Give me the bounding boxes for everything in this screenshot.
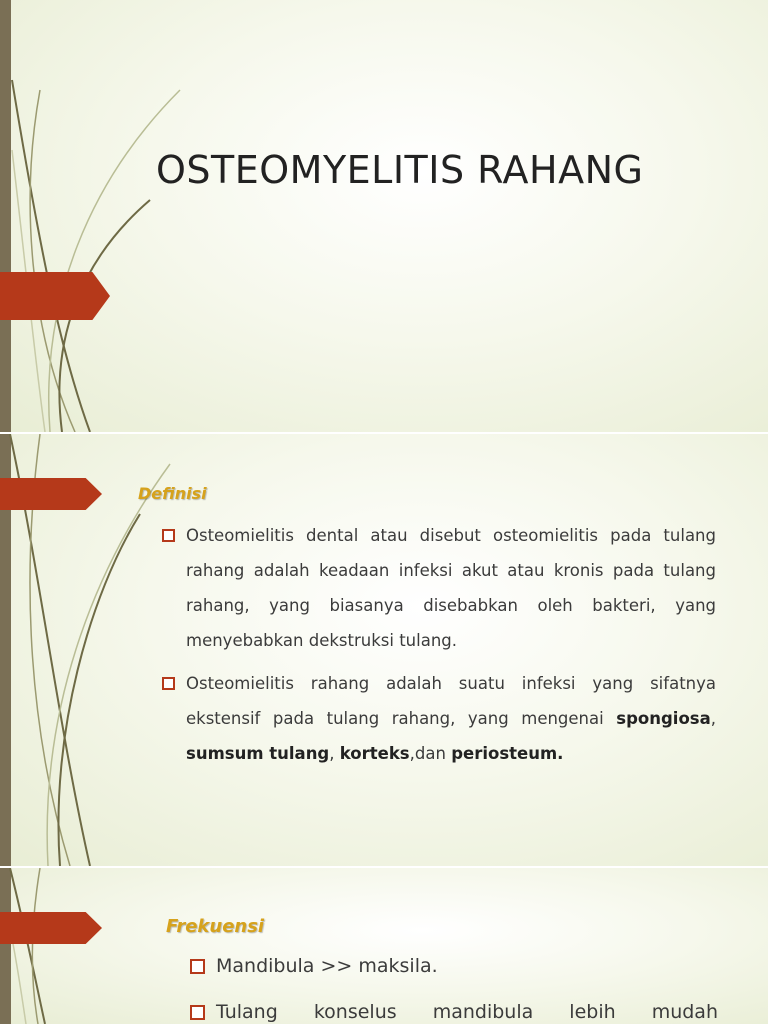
section-heading: Definisi: [138, 484, 207, 503]
decorative-curves: [0, 868, 200, 1024]
bullet-text: Osteomielitis rahang adalah suatu infeksi yang sifatnya ekstensif pada tulang rahang, yang mengenai spongiosa, sumsum tulang, korteks,dan periosteum.: [186, 674, 716, 763]
term-spongiosa: spongiosa: [616, 709, 711, 728]
square-bullet-icon: [190, 959, 205, 974]
square-bullet-icon: [162, 677, 175, 690]
square-bullet-icon: [162, 529, 175, 542]
term-korteks: korteks: [339, 744, 410, 763]
term-periosteum: periosteum.: [451, 744, 564, 763]
accent-tab: [0, 272, 110, 320]
term-sumsum-tulang: sumsum tulang: [186, 744, 330, 763]
frequency-slide: [0, 868, 768, 1024]
list-item: [190, 1000, 718, 1024]
bullet-text: Tulang konselus mandibula lebih mudah: [216, 1001, 718, 1023]
definition-slide: [0, 434, 768, 866]
bullet-text: Mandibula >> maksila.: [216, 955, 438, 977]
square-bullet-icon: [190, 1005, 205, 1020]
decorative-curves: [0, 0, 200, 432]
list-item: [162, 666, 716, 771]
page-title: OSTEOMYELITIS RAHANG: [156, 148, 644, 192]
accent-tab: [0, 478, 102, 510]
section-heading: Frekuensi: [166, 916, 265, 937]
bullet-text: Osteomielitis dental atau disebut osteomielitis pada tulang rahang adalah keadaan infeksi akut atau kronis pada tulang rahang, yang biasanya disebabkan oleh bakteri, yang menyebabkan dekstruksi tulang.: [186, 526, 716, 650]
title-slide: [0, 0, 768, 432]
accent-tab: [0, 912, 102, 944]
list-item: [190, 954, 718, 978]
bullet-list: [190, 954, 718, 1024]
list-item: [162, 518, 716, 658]
bullet-list: [162, 518, 716, 771]
